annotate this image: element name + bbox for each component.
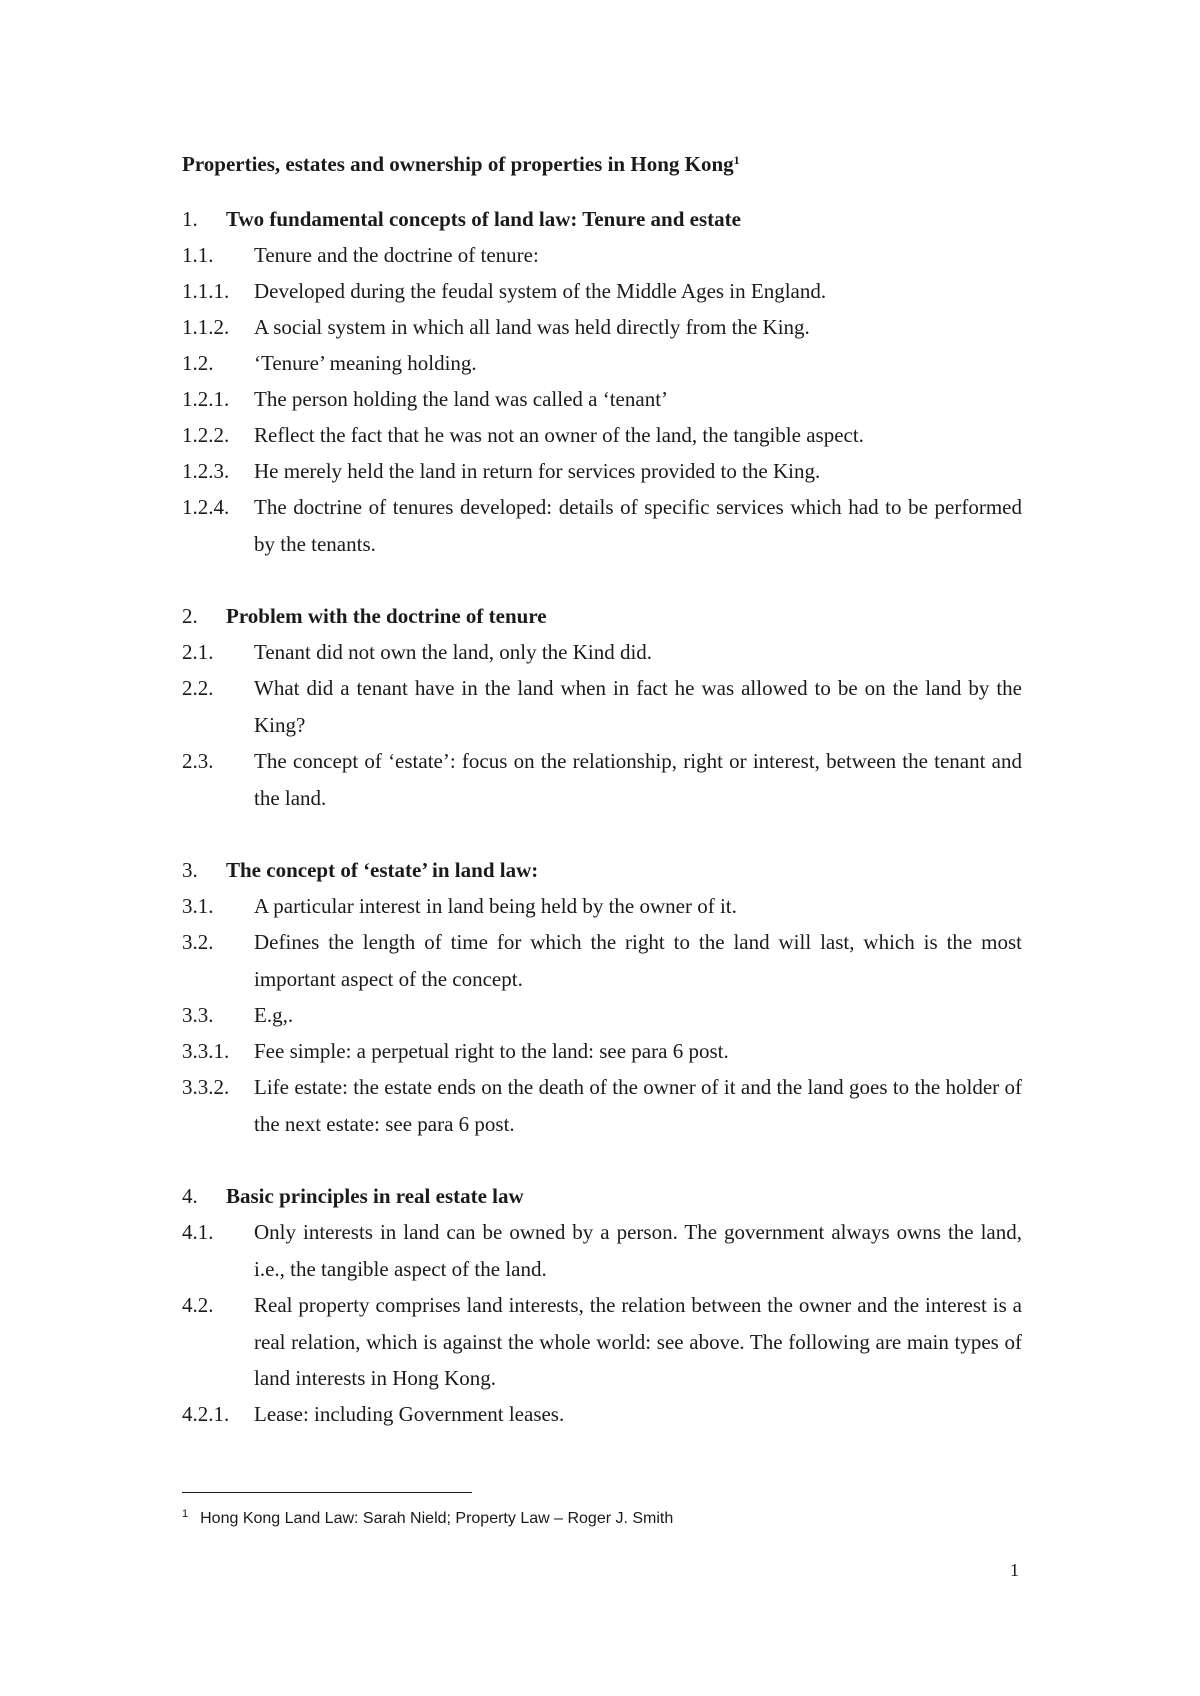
section-number: 2. — [182, 604, 198, 628]
item-text: Life estate: the estate ends on the death of the owner of it and the land goes to the holder of the next estate: see para 6 post. — [254, 1075, 1022, 1136]
item-number: 3.1. — [182, 894, 214, 918]
item-1-2-1 — [182, 381, 1022, 418]
item-text: ‘Tenure’ meaning holding. — [254, 351, 477, 375]
section-number: 4. — [182, 1184, 198, 1208]
item-text: The doctrine of tenures developed: details of specific services which had to be performed by the tenants. — [254, 495, 1022, 556]
section-heading-text: Basic principles in real estate law — [226, 1184, 524, 1208]
item-1-1-1 — [182, 273, 1022, 310]
item-number: 1.2.2. — [182, 423, 230, 447]
section-heading-text: Problem with the doctrine of tenure — [226, 604, 547, 628]
item-number: 1.1.1. — [182, 279, 230, 303]
item-text: Tenure and the doctrine of tenure: — [254, 243, 539, 267]
section-heading-text: The concept of ‘estate’ in land law: — [226, 858, 539, 882]
item-number: 1.2.1. — [182, 387, 230, 411]
section-2-heading — [182, 598, 1022, 635]
item-text: He merely held the land in return for services provided to the King. — [254, 459, 821, 483]
item-2-1 — [182, 634, 1022, 671]
item-text: Lease: including Government leases. — [254, 1402, 565, 1426]
footnote — [182, 1510, 673, 1528]
item-text: E.g,. — [254, 1003, 294, 1027]
item-number: 3.3. — [182, 1003, 214, 1027]
section-1-heading — [182, 201, 1022, 238]
item-text: A particular interest in land being held by the owner of it. — [254, 894, 737, 918]
item-4-2-1 — [182, 1396, 1022, 1433]
page-number: 1 — [1010, 1560, 1019, 1580]
item-text: The concept of ‘estate’: focus on the relationship, right or interest, between the tenant and the land. — [254, 749, 1022, 810]
item-text: Developed during the feudal system of the Middle Ages in England. — [254, 279, 827, 303]
document-title — [182, 150, 740, 178]
item-number: 1.2.3. — [182, 459, 230, 483]
footnote-number: 1 — [182, 1508, 189, 1520]
title-text: Properties, estates and ownership of properties in Hong Kong — [182, 152, 734, 176]
item-number: 4.1. — [182, 1220, 214, 1244]
item-3-1 — [182, 888, 1022, 925]
section-4-heading — [182, 1178, 1022, 1215]
item-4-2 — [182, 1287, 1022, 1397]
item-number: 3.3.2. — [182, 1075, 230, 1099]
title-footnote-ref[interactable]: 1 — [733, 153, 740, 167]
footnote-separator — [182, 1492, 472, 1493]
item-2-3 — [182, 743, 1022, 816]
item-text: Tenant did not own the land, only the Kind did. — [254, 640, 653, 664]
item-text: Reflect the fact that he was not an owner of the land, the tangible aspect. — [254, 423, 864, 447]
item-1-2-2 — [182, 417, 1022, 454]
item-number: 1.1.2. — [182, 315, 230, 339]
section-number: 3. — [182, 858, 198, 882]
item-text: Fee simple: a perpetual right to the land: see para 6 post. — [254, 1039, 729, 1063]
item-4-1 — [182, 1214, 1022, 1287]
item-text: Real property comprises land interests, the relation between the owner and the interest is a real relation, which is against the whole world: see above. The following are main types of land interests in Hong Kong. — [254, 1293, 1022, 1390]
item-number: 1.1. — [182, 243, 214, 267]
section-3-heading — [182, 852, 1022, 889]
item-1-2-4 — [182, 489, 1022, 562]
item-number: 1.2. — [182, 351, 214, 375]
item-1-2-3 — [182, 453, 1022, 490]
item-number: 1.2.4. — [182, 495, 230, 519]
item-text: Only interests in land can be owned by a person. The government always owns the land, i.e., the tangible aspect of the land. — [254, 1220, 1022, 1281]
section-number: 1. — [182, 207, 198, 231]
item-3-3-1 — [182, 1033, 1022, 1070]
item-number: 3.2. — [182, 930, 214, 954]
item-text: What did a tenant have in the land when in fact he was allowed to be on the land by the King? — [254, 676, 1022, 737]
item-1-2 — [182, 345, 1022, 382]
item-text: A social system in which all land was held directly from the King. — [254, 315, 810, 339]
item-number: 2.1. — [182, 640, 214, 664]
item-number: 4.2. — [182, 1293, 214, 1317]
item-number: 2.3. — [182, 749, 214, 773]
item-number: 4.2.1. — [182, 1402, 230, 1426]
item-text: Defines the length of time for which the right to the land will last, which is the most important aspect of the concept. — [254, 930, 1022, 991]
item-number: 2.2. — [182, 676, 214, 700]
item-3-3 — [182, 997, 1022, 1034]
item-2-2 — [182, 670, 1022, 743]
item-3-2 — [182, 924, 1022, 997]
item-number: 3.3.1. — [182, 1039, 230, 1063]
item-1-1 — [182, 237, 1022, 274]
item-3-3-2 — [182, 1069, 1022, 1142]
footnote-text: Hong Kong Land Law: Sarah Nield; Property Law – Roger J. Smith — [200, 1510, 674, 1527]
item-1-1-2 — [182, 309, 1022, 346]
section-heading-text: Two fundamental concepts of land law: Tenure and estate — [226, 207, 741, 231]
item-text: The person holding the land was called a ‘tenant’ — [254, 387, 669, 411]
